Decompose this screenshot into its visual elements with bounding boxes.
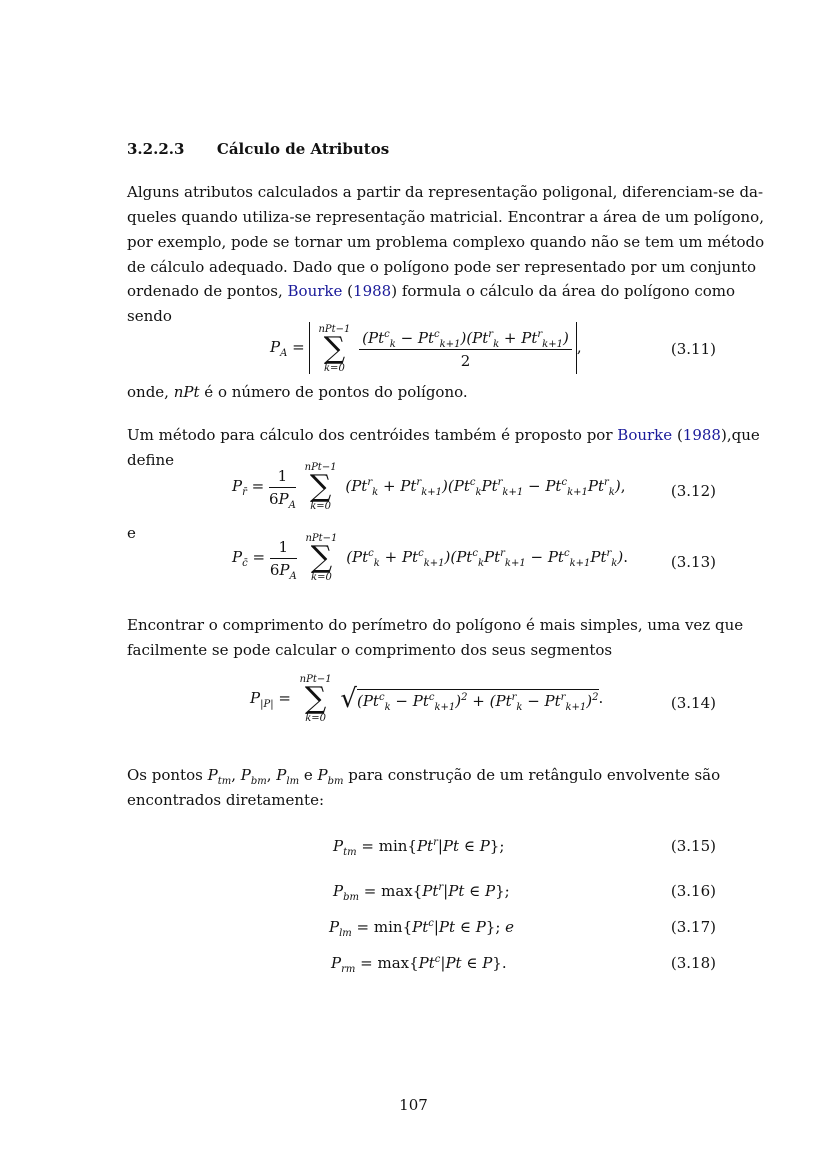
para1-line: sendo	[127, 307, 172, 325]
equation-number: (3.17)	[670, 918, 716, 936]
para5-line: Os pontos $P_{tm}$, $P_{bm}$, $P_{lm}$ e $P_{bm}$ para construção de um retângulo envolvente são	[127, 766, 721, 787]
para1-line: de cálculo adequado. Dado que o polígono pode ser representado por um conjunto	[127, 258, 757, 276]
para3-line: Um método para cálculo dos centróides também é proposto por Bourke (1988),que	[127, 426, 760, 444]
page-number: 107	[399, 1096, 428, 1114]
para5-line: encontrados diretamente:	[127, 791, 325, 809]
section-title: Cálculo de Atributos	[216, 140, 390, 158]
equation-number: (3.16)	[670, 882, 716, 900]
equation-number: (3.14)	[670, 694, 716, 712]
equation-3-15: $P_{tm} = \min\{Pt^r|Pt$ ∈ P};	[333, 837, 505, 858]
equation-number: (3.11)	[670, 340, 716, 358]
equation-number: (3.15)	[670, 837, 716, 855]
para1-line: Alguns atributos calculados a partir da representação poligonal, diferenciam-se da-	[127, 183, 764, 201]
equation-number: (3.12)	[670, 482, 716, 500]
para4-line: Encontrar o comprimento do perímetro do polígono é mais simples, uma vez que	[127, 616, 744, 634]
equation-3-13: $P_{c̄}$ = $\frac{1}{6P_A}$ nPt−1 ∑ k=0 $(Pt^c_k + Pt^c_{k+1})(Pt^c_kPt^r_{k+1} - Pt^c_{k+1}Pt^r_k)$.	[232, 533, 628, 583]
citation-author[interactable]: Bourke	[617, 426, 673, 444]
equation-number: (3.13)	[670, 553, 716, 571]
citation-year[interactable]: 1988	[682, 426, 721, 444]
equation-3-17: $P_{lm} = \min\{Pt^c|Pt$ ∈ P}; e	[329, 918, 515, 939]
equation-3-18: $P_{rm} = \max\{Pt^c|Pt$ ∈ P}.	[331, 954, 507, 975]
section-number: 3.2.2.3	[127, 140, 185, 158]
equation-3-11: $P_A$ = nPt−1 ∑ k=0 $\frac{(Pt^c_k - Pt^c_{k+1})(Pt^r_k + Pt^r_{k+1})}{2}$ ,	[270, 324, 582, 374]
para1-line: queles quando utiliza-se representação matricial. Encontrar a área de um polígono,	[127, 208, 764, 226]
para1-line: por exemplo, pode se tornar um problema complexo quando não se tem um método	[127, 233, 765, 251]
equation-3-16: $P_{bm} = \max\{Pt^r|Pt$ ∈ P};	[333, 882, 510, 903]
citation-year[interactable]: 1988	[353, 282, 392, 300]
equation-3-12: $P_{r̄}$ = $\frac{1}{6P_A}$ nPt−1 ∑ k=0 $(Pt^r_k + Pt^r_{k+1})(Pt^c_kPt^r_{k+1} - Pt^c_{k+1}Pt^r_k)$,	[232, 462, 626, 512]
citation-author[interactable]: Bourke	[287, 282, 343, 300]
conjunction-e: e	[127, 524, 136, 542]
para4-line: facilmente se pode calcular o comprimento dos seus segmentos	[127, 641, 613, 659]
equation-number: (3.18)	[670, 954, 716, 972]
para1-line: ordenado de pontos, Bourke (1988) formula o cálculo da área do polígono como	[127, 282, 736, 300]
equation-3-14: $P_{|P|}$ = nPt−1 ∑ k=0 $√(Pt^c_k - Pt^c_{k+1})^2 + (Pt^r_k - Pt^r_{k+1})^2$.	[250, 674, 604, 724]
para2-line: onde, nPt é o número de pontos do polígono.	[127, 383, 468, 401]
para3-line: define	[127, 451, 175, 469]
section-heading	[127, 140, 389, 158]
